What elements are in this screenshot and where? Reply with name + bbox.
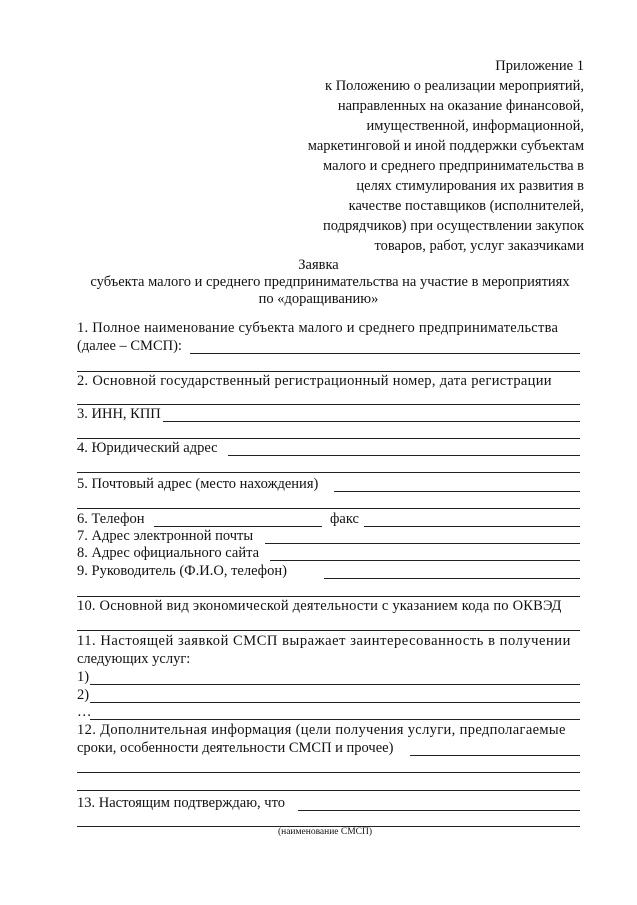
field-9-input[interactable] [324, 578, 580, 579]
field-6-phone-label: 6. Телефон [77, 511, 145, 527]
field-13-label: 13. Настоящим подтверждаю, что [77, 795, 285, 811]
field-2-input[interactable] [77, 404, 580, 405]
appendix-line-7: целях стимулирования их развития в [356, 178, 584, 194]
field-11-label-2: следующих услуг: [77, 651, 191, 667]
field-1-input[interactable] [190, 353, 580, 354]
field-6-fax-input[interactable] [364, 526, 580, 527]
appendix-line-9: подрядчиков) при осуществлении закупок [323, 218, 584, 234]
field-6-fax-label: факс [330, 511, 359, 527]
field-11-label: 11. Настоящей заявкой СМСП выражает заинтересованность в получении [77, 633, 571, 649]
field-3-input[interactable] [163, 421, 580, 422]
appendix-line-5: маркетинговой и иной поддержки субъектам [307, 138, 584, 154]
field-12-input[interactable] [410, 755, 580, 756]
field-11-item-1: 1) [77, 669, 90, 685]
field-7-input[interactable] [265, 543, 580, 544]
field-4-input-2[interactable] [77, 472, 580, 473]
field-1-input-2[interactable] [77, 371, 580, 372]
field-5-input[interactable] [334, 491, 580, 492]
field-3-label: 3. ИНН, КПП [77, 406, 161, 422]
field-10-label: 10. Основной вид экономической деятельности с указанием кода по ОКВЭД [77, 598, 562, 614]
field-12-label-2: сроки, особенности деятельности СМСП и прочее) [77, 740, 394, 756]
field-3-input-2[interactable] [77, 438, 580, 439]
field-11-ellipsis: … [77, 704, 92, 720]
field-4-input[interactable] [228, 455, 580, 456]
field-11-item-2-input[interactable] [90, 702, 580, 703]
field-5-input-2[interactable] [77, 508, 580, 509]
appendix-line-8: качестве поставщиков (исполнителей, [348, 198, 584, 214]
field-4-label: 4. Юридический адрес [77, 440, 218, 456]
field-9-input-2[interactable] [77, 596, 580, 597]
field-5-label: 5. Почтовый адрес (место нахождения) [77, 476, 319, 492]
appendix-line-3: направленных на оказание финансовой, [337, 98, 584, 114]
appendix-line-2: к Положению о реализации мероприятий, [325, 78, 584, 94]
field-11-item-3-input[interactable] [90, 719, 580, 720]
field-8-input[interactable] [270, 560, 580, 561]
field-12-label: 12. Дополнительная информация (цели получения услуги, предполагаемые [77, 722, 566, 738]
field-11-item-1-input[interactable] [90, 684, 580, 685]
title-line-2: субъекта малого и среднего предпринимательства на участие в мероприятиях [90, 274, 570, 290]
appendix-line-4: имущественной, информационной, [366, 118, 584, 134]
field-1-label-2: (далее – СМСП): [77, 338, 182, 354]
field-1-label-text: 1. Полное наименование субъекта малого и среднего предпринимательства [77, 320, 559, 336]
field-11-item-2: 2) [77, 687, 90, 703]
appendix-line-1: Приложение 1 [495, 58, 584, 74]
field-2-label: 2. Основной государственный регистрационный номер, дата регистрации [77, 373, 552, 389]
field-6-phone-input[interactable] [154, 526, 322, 527]
field-9-label: 9. Руководитель (Ф.И.О, телефон) [77, 563, 287, 579]
field-1-label [77, 320, 587, 337]
title-line-3: по «доращиванию» [258, 291, 379, 307]
appendix-line-10: товаров, работ, услуг заказчиками [374, 238, 584, 254]
appendix-line-6: малого и среднего предпринимательства в [323, 158, 584, 174]
title-main: Заявка [298, 257, 339, 273]
field-13-input[interactable] [298, 810, 580, 811]
field-12-input-3[interactable] [77, 790, 580, 791]
smsp-name-caption: (наименование СМСП) [277, 827, 373, 837]
field-7-label: 7. Адрес электронной почты [77, 528, 254, 544]
field-12-input-2[interactable] [77, 772, 580, 773]
field-8-label: 8. Адрес официального сайта [77, 545, 260, 561]
field-10-input[interactable] [77, 630, 580, 631]
